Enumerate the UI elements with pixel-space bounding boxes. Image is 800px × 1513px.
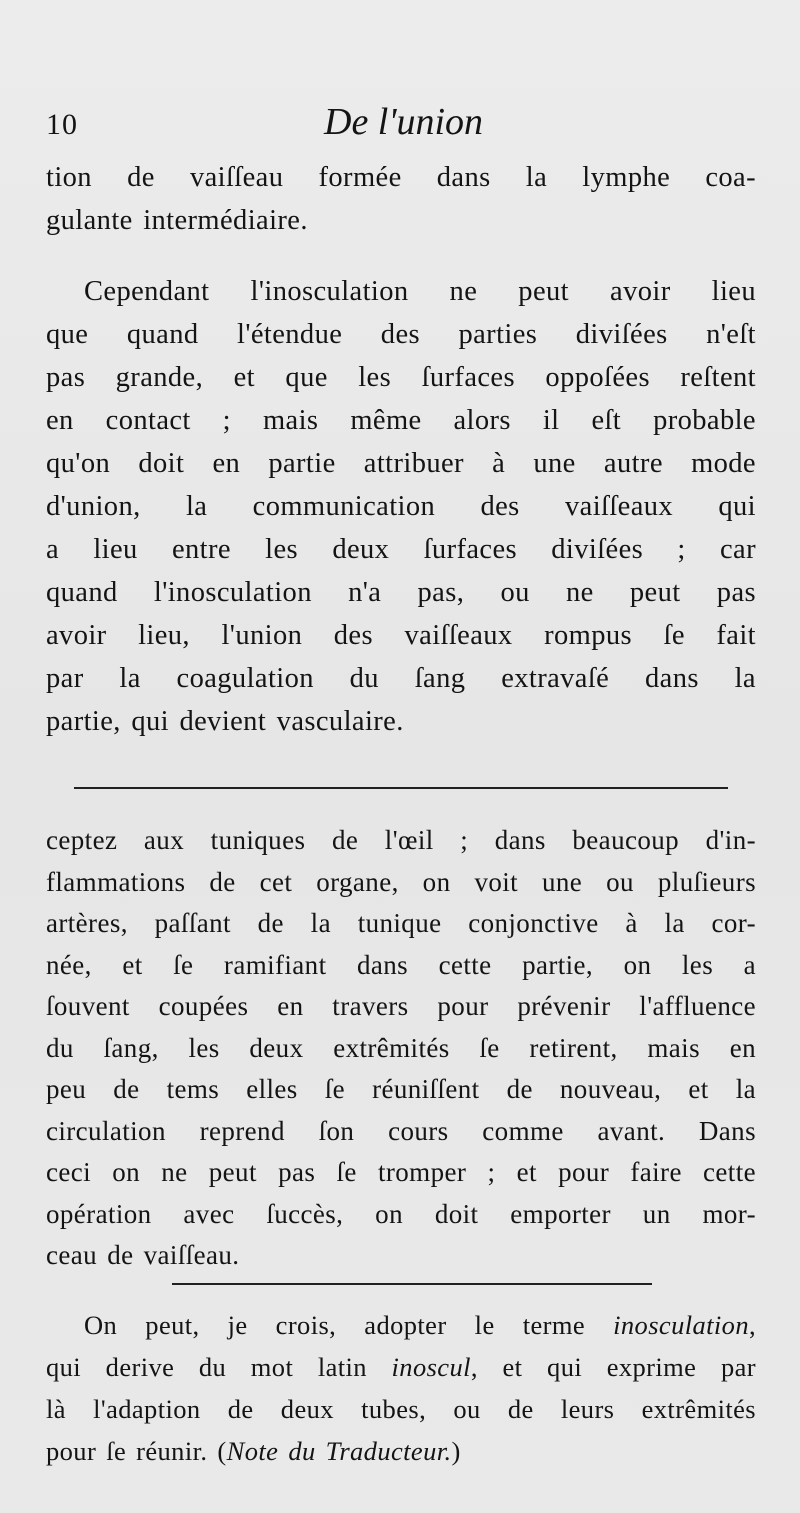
main-paragraph bbox=[46, 270, 756, 743]
running-head: De l'union bbox=[324, 101, 484, 143]
text-line: a lieu entre les deux ſurfaces diviſées ; car bbox=[46, 534, 756, 565]
note-text: qui derive du mot latin bbox=[46, 1352, 392, 1382]
footnote-line: circulation reprend ſon cours comme avant. Dans bbox=[46, 1115, 756, 1146]
footnote-line bbox=[46, 1430, 756, 1472]
page-header bbox=[44, 100, 744, 150]
footnote-line: née, et ſe ramifiant dans cette partie, on les a bbox=[46, 949, 756, 980]
page-number: 10 bbox=[46, 108, 78, 141]
term-inoscul: inoscul bbox=[391, 1352, 471, 1382]
text-line: partie, qui devient vasculaire. bbox=[46, 706, 404, 737]
footnote-line: ceci on ne peut pas ſe tromper ; et pour faire cette bbox=[46, 1157, 756, 1187]
footnote-continued bbox=[46, 820, 756, 1277]
translator-note bbox=[46, 1304, 756, 1472]
term-inosculation: inosculation bbox=[613, 1310, 749, 1340]
footnote-line: là l'adaption de deux tubes, ou de leurs extrêmités bbox=[46, 1394, 756, 1424]
footnote-line: peu de tems elles ſe réuniſſent de nouveau, et la bbox=[46, 1074, 756, 1104]
text-line: gulante intermédiaire. bbox=[46, 205, 308, 236]
footnote-line: du ſang, les deux extrêmités ſe retirent, mais en bbox=[46, 1032, 756, 1063]
text-line: quand l'inosculation n'a pas, ou ne peut pas bbox=[46, 577, 756, 608]
note-text: ) bbox=[451, 1436, 461, 1466]
note-text: On peut, je crois, adopter le terme bbox=[84, 1310, 614, 1340]
footnote-line: artères, paſſant de la tunique conjonctive à la cor- bbox=[46, 908, 756, 938]
note-text: , et qui exprime par bbox=[470, 1352, 756, 1382]
footnote-line bbox=[46, 1346, 756, 1388]
translator-attribution: Note du Traducteur. bbox=[226, 1436, 452, 1466]
text-line: d'union, la communication des vaiſſeaux qui bbox=[46, 491, 756, 522]
footnote-line: ſouvent coupées en travers pour prévenir l'affluence bbox=[46, 991, 756, 1021]
text-line: tion de vaiſſeau formée dans la lymphe coa- bbox=[46, 162, 756, 193]
footnote-separator-2 bbox=[172, 1283, 652, 1285]
text-line: avoir lieu, l'union des vaiſſeaux rompus ſe fait bbox=[46, 620, 756, 651]
note-text: pour ſe réunir. ( bbox=[46, 1436, 227, 1466]
text-line: par la coagulation du ſang extravaſé dans la bbox=[46, 663, 756, 694]
footnote-line: ceptez aux tuniques de l'œil ; dans beaucoup d'in- bbox=[46, 825, 756, 855]
text-line: qu'on doit en partie attribuer à une autre mode bbox=[46, 448, 756, 479]
footnote-line bbox=[46, 1304, 756, 1346]
text-line: Cependant l'inosculation ne peut avoir lieu bbox=[84, 276, 756, 307]
text-line: en contact ; mais même alors il eſt probable bbox=[46, 405, 756, 436]
main-text bbox=[46, 156, 756, 242]
text-line: que quand l'étendue des parties diviſées n'eſt bbox=[46, 319, 756, 350]
footnote-line: flammations de cet organe, on voit une ou pluſieurs bbox=[46, 866, 756, 897]
footnote-line: ceau de vaiſſeau. bbox=[46, 1240, 240, 1270]
text-line: pas grande, et que les ſurfaces oppoſées reſtent bbox=[46, 362, 756, 393]
note-text: , bbox=[748, 1310, 756, 1340]
footnote-separator bbox=[74, 787, 728, 789]
footnote-line: opération avec ſuccès, on doit emporter un mor- bbox=[46, 1198, 756, 1229]
